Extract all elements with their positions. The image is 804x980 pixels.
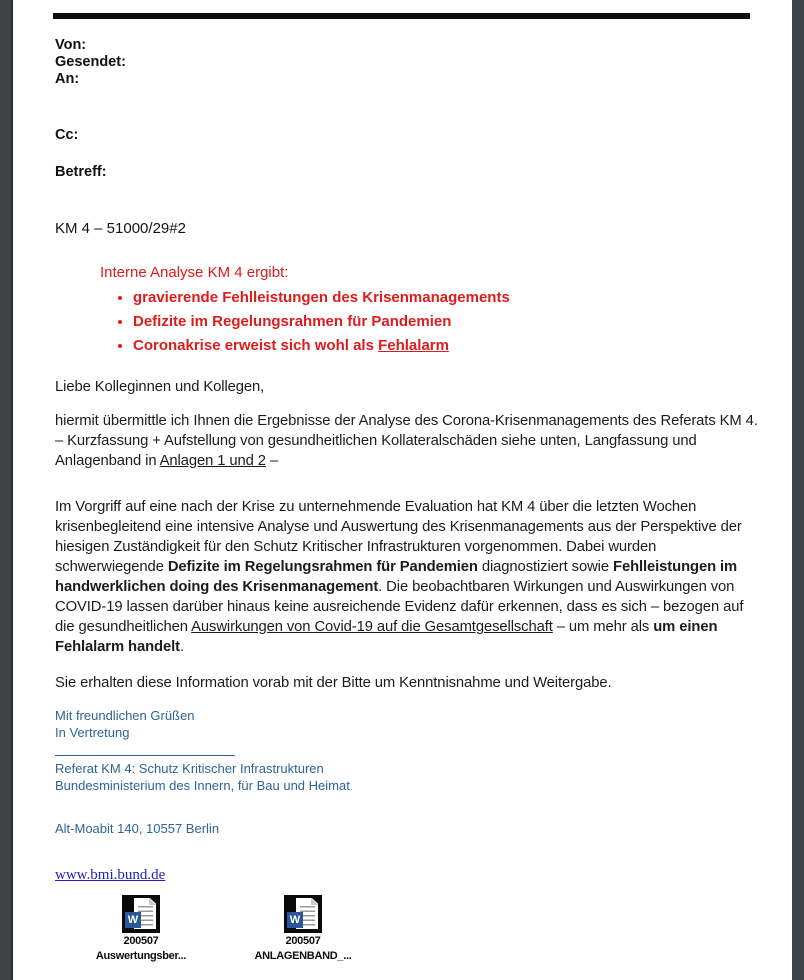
defizite-bold: Defizite im Regelungsrahmen für Pandemien bbox=[167, 559, 478, 575]
header-divider-rule bbox=[53, 13, 750, 19]
mail-header-block bbox=[55, 37, 760, 181]
paragraph-analysis: Im Vorgriff auf eine nach der Krise zu unternehmende Evaluation hat KM 4 über die letzten Wochen krisenbegleitend eine intensive Analyse und Auswertung des Krisenmanagements aus der Perspektive der hiesigen Zuständigkeit für den Schutz Kritischer Infrastrukturen vorgenommen. Dabei wurden schwerwiegende Defizite im Regelungsrahmen für Pandemien diagnostiziert sowie Fehlleistungen im handwerklichen doing des Krisenmanagement. Die beobachtbaren Wirkungen und Auswirkungen von COVID-19 lassen darüber hinaus keine ausreichende Evidenz dafür erkennen, dass es sich – bezogen auf die gesundheitlichen Auswirkungen von Covid-19 auf die Gesamtgesellschaft – um mehr als um einen Fehlalarm handelt. bbox=[55, 499, 744, 655]
alert-bullet-list bbox=[100, 288, 760, 355]
signature-representation: In Vertretung bbox=[55, 725, 130, 740]
field-von: Von: bbox=[55, 37, 87, 53]
field-an: An: bbox=[55, 71, 80, 87]
doc-fold-corner bbox=[311, 898, 318, 905]
signature-closing: Mit freundlichen Grüßen bbox=[55, 708, 195, 723]
word-w-badge: W bbox=[125, 912, 141, 928]
field-cc: Cc: bbox=[55, 127, 79, 143]
internal-analysis-alert bbox=[100, 263, 760, 355]
scan-edge-left bbox=[0, 0, 13, 980]
email-content bbox=[55, 0, 760, 963]
bmi-weblink[interactable]: www.bmi.bund.de bbox=[55, 867, 166, 883]
signature-unit: Referat KM 4: Schutz Kritischer Infrastrukturen bbox=[55, 761, 324, 776]
word-file-icon bbox=[122, 895, 160, 933]
attachment-auswertungsbericht[interactable] bbox=[75, 895, 207, 963]
attachment-anlagenband[interactable] bbox=[237, 895, 369, 963]
signature-address: Alt-Moabit 140, 10557 Berlin bbox=[55, 821, 220, 836]
alert-bullet-2: • Defizite im Regelungsrahmen für Pandemien bbox=[133, 312, 760, 331]
attachment-row bbox=[75, 895, 760, 963]
field-gesendet: Gesendet: bbox=[55, 54, 126, 70]
alert-bullet-1: • gravierende Fehlleistungen des Krisenmanagements bbox=[133, 288, 760, 307]
alert-bullet-3: • Coronakrise erweist sich wohl als Fehlalarm bbox=[133, 336, 760, 355]
file-reference-number: KM 4 – 51000/29#2 bbox=[55, 220, 186, 237]
redacted-gap bbox=[55, 144, 760, 164]
paragraph-intro: hiermit übermittle ich Ihnen die Ergebnisse der Analyse des Corona-Krisenmanagements des Referats KM 4. – Kurzfassung + Aufstellung von gesundheitlichen Kollateralschäden siehe unten, Langfassung und Anlagenband in Anlagen 1 und 2 – bbox=[55, 413, 758, 469]
anlagen-underlined: Anlagen 1 und 2 bbox=[159, 453, 266, 469]
attachment-date: 200507 bbox=[123, 935, 159, 947]
fehlalarm-underlined: Fehlalarm bbox=[378, 337, 449, 354]
bmi-weblink-row bbox=[55, 865, 760, 885]
fehlalarm-handelt-bold: um einen Fehlalarm handelt bbox=[55, 619, 718, 655]
paragraph-request: Sie erhalten diese Information vorab mit der Bitte um Kenntnisnahme und Weitergabe. bbox=[55, 675, 612, 691]
salutation: Liebe Kolleginnen und Kollegen, bbox=[55, 379, 265, 395]
word-w-badge: W bbox=[287, 912, 303, 928]
signature-block bbox=[55, 707, 760, 837]
signature-rule bbox=[55, 755, 235, 756]
attachment-filename: ANLAGENBAND_... bbox=[254, 950, 352, 962]
field-betreff: Betreff: bbox=[55, 164, 107, 180]
fehlleistungen-bold: Fehlleistungen im handwerklichen doing des Krisenmanagement bbox=[55, 559, 738, 595]
auswirkungen-underlined: Auswirkungen von Covid-19 auf die Gesamtgesellschaft bbox=[191, 619, 553, 635]
scan-edge-right bbox=[792, 0, 804, 980]
alert-heading: Interne Analyse KM 4 ergibt: bbox=[100, 264, 289, 281]
word-file-icon bbox=[284, 895, 322, 933]
attachment-date: 200507 bbox=[285, 935, 321, 947]
signature-ministry: Bundesministerium des Innern, für Bau und Heimat bbox=[55, 778, 350, 793]
attachment-filename: Auswertungsber... bbox=[95, 950, 187, 962]
redacted-gap bbox=[55, 88, 760, 127]
